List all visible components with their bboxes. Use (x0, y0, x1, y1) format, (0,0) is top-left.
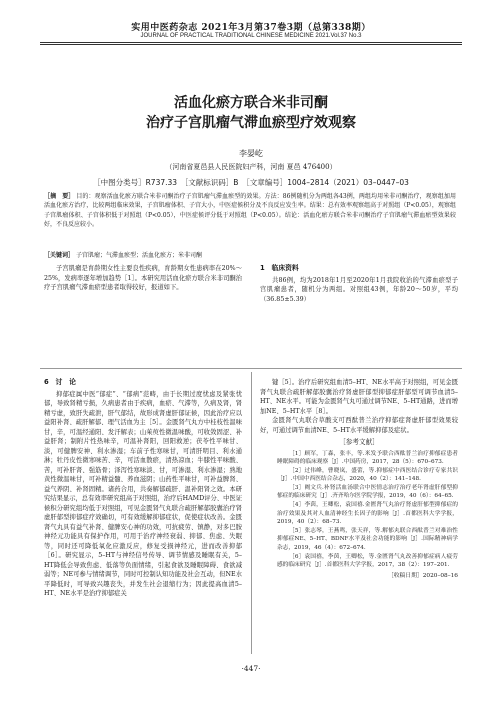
header-rule (40, 42, 462, 43)
keywords-text: 子宫肌瘤；气滞血瘀型；活血化瘀方；米非司酮 (75, 252, 202, 259)
discussion-column (44, 378, 242, 599)
conclusion-paragraph: 金匮肾气丸联合草酸支可西酞普兰治疗抑郁症肾虚肝郁型效果较好，可通过调节血清NE、5–HT水平缓解抑郁及症状。 (260, 417, 458, 434)
reference-item: ［3］阙文兵.补肾活血汤联合中医情志治疗治疗老年肾虚肝郁型抑郁症的临床研究［J］.齐齐哈尔医学院学报，2019，40（6）：64–65. (277, 484, 458, 500)
intro-paragraph: 子宫肌瘤是育龄期女性主要良性疾病，育龄期女性患病率在20%～25%，发病率逐年增加趋势［1］。本研究用活血化瘀方联合米非司酮治疗子宫肌瘤气滞血瘀型患者取得较好，报道如下。 (44, 265, 242, 291)
section-1-text: 共86例，均为2018年1月至2020年1月我院收治的气滞血瘀型子宫肌瘤患者，随机分为两组。对照组43例，年龄20～50岁，平均（36.85±5.39） (260, 276, 458, 303)
keywords-line (44, 250, 456, 259)
column-divider (251, 372, 252, 654)
journal-header-cn: 实用中医药杂志 2021年3月第37卷3期（总第338期） (131, 23, 371, 33)
page-break-rule (40, 368, 462, 369)
author-affiliation: （河南省夏邑县人民医院妇产科，河南 夏邑 476400） (165, 163, 337, 171)
reference-item: ［4］李茵，王卿松，袁国禧.金匮肾气丸治疗肾虚肝郁型抑郁症的治疗效果及其对人血清神经生长因子的影响［J］.首都医科大学学报，2019，40（2）：68–73. (277, 502, 458, 526)
intro-column (44, 264, 242, 293)
classification-line: ［中图分类号］R737.33 ［文献标识码］B ［文章编号］1004–2814（2021）03–0447–03 (93, 178, 409, 187)
author-name: 李晏屹 (239, 149, 263, 158)
reference-item: ［5］张志琴，王燕鸣，张天祥，等.解郁丸联合西酞普兰对难治性抑郁症NE、5–HT、BDNF水平及社会功能的影响［J］.国际精神病学杂志，2019，46（4）：672–674. (277, 527, 458, 552)
section-6-title: 6 讨 论 (44, 378, 76, 386)
discussion-paragraph: 抑郁症属中医“郁症”、“郁病”范畴，由于长期过度忧虑及紧张忧郁，导致肾精亏损，久病患者由于疾病，血瘀、气滞等，久病及肾，肾精亏虚，致肝失疏泄，肝气郁结，故形成肾虚肝郁证候，因此治疗应以益阳补肾、疏肝解郁、理气活血为主［5］。金匮肾气丸方中桂枝性温味甘，辛，可温经通阳、发汗解表；山茱萸性微温味酸，可收敛固涩、补益肝肾；制附片性热味辛，可温补肾阳，回阳救逆；茯苓性平味甘、淡，可健脾安神、利水渗湿；车前子性寒味甘，可清肝明目、利水通淋；牡丹皮性微寒味苦、辛，可活血散瘀，清热凉血；牛膝性平味酸、苦，可补肝肾、强筋骨；泽泻性寒味淡、甘，可渗湿、利水渗湿；熟地黄性微温味甘，可补精益髓、养血滋阴；山药性平味甘，可补益脾肾、益气养阴、补肾固精。诸药合用，共奏解郁疏肝、温补阳肾之效。本研究结果显示，总有效率研究组高于对照组，治疗后HAMD评分、中医证候积分研究组均低于对照组，可见金匮肾气丸联合疏肝解郁胶囊治疗肾虚肝郁型抑郁症疗效确切，可有效缓解抑郁症状，促使症状改善。金匮肾气丸具有益气补肾、健脾安心神的功效，可抗疲劳、镇静，对多巴胺神经元功能具有保护作用，可用于治疗神经衰弱、抑郁、焦虑、失眠等，同时还可降低氧化应激反应，修复受损神经元，进而改善抑郁［6］。研究显示，5–HT与神经信号传导、调节情感及睡眠有关，5–HT降低会导致焦虑、低落等负面情绪，引起食欲及睡眠障碍、食欲减弱等；NE可参与情绪调节，同时可控制认知功能及社会互动，但NE水平降低时，可导致兴趣丧失，并发生社会退缩行为；因此提高血清5–HT、NE水平是治疗抑郁症关 (44, 390, 242, 597)
discussion-continued: 键［5］。治疗后研究组血清5–HT、NE水平高于对照组，可见金匮肾气丸联合疏肝解郁胶囊治疗肾虚肝郁型抑郁症肝郁型可调节血清5–HT、NE水平。可能为金匮肾气丸可通过调节NE、5–HT通路，进而增加NE、5–HT水平［8］。 (260, 379, 458, 415)
article-title-line2: 治疗子宫肌瘤气滞血瘀型疗效观察 (146, 115, 356, 131)
journal-header-en: JOURNAL OF PRACTICAL TRADITIONAL CHINESE MEDICINE 2021.Vol.37 No.3 (140, 33, 362, 39)
reference-item: ［1］顾军，丁森，张丰，等.米发予联合西酞普兰治疗抑郁症患者睡眠障碍的临床观察［J］.中国药房，2017，28（5）：670–673. (277, 450, 458, 466)
abstract-text: 目的：观察活血化瘀方联合米非司酮治疗子宫肌瘤气滞血瘀型的效果。方法：86例随机分为两组各43例，两组均用米非司酮治疗，观察组加用活血化瘀方治疗，比较两组临床效果，子宫肌瘤体积、子宫大小，中医症候积分及不良反应发生率。结果：总有效率观察组高于对照组（P<0.05），观察组子宫肌瘤体积、子宫体积低于对照组（P<0.05），中医症候评分低于对照组（P<0.05）。结论：活血化瘀方联合米非司酮治疗子宫肌瘤气滞血瘀型效果较好，不良反应较小。 (44, 193, 456, 229)
header-rule-thin (40, 44, 462, 45)
keywords-label: ［关键词］ (44, 252, 75, 259)
abstract-label: ［摘 要］ (44, 193, 75, 200)
received-date: ［收稿日期］2020–08–16 (387, 572, 458, 579)
references-heading: ［参考文献］ (339, 438, 379, 446)
page-number: ·447· (241, 664, 261, 673)
reference-item: ［6］袁国禧，李茵，王卿松，等.金匮肾气丸改善抑郁症病人疲劳感的临床研究［J］.首都医科大学学报，2017，38（2）：197–201. (277, 553, 458, 569)
reference-item: ［2］过伟峰，曹晓岚，盛蕾，等.抑郁症中西医结合诊疗专家共识［J］.中国中西医结合杂志，2020，40（2）：141–148. (277, 467, 458, 483)
article-title-line1: 活血化瘀方联合米非司酮 (174, 95, 328, 111)
right-column (260, 378, 458, 581)
clinical-data-column (260, 264, 458, 304)
abstract-block (44, 192, 456, 230)
section-1-title: 1 临床资料 (260, 264, 299, 272)
